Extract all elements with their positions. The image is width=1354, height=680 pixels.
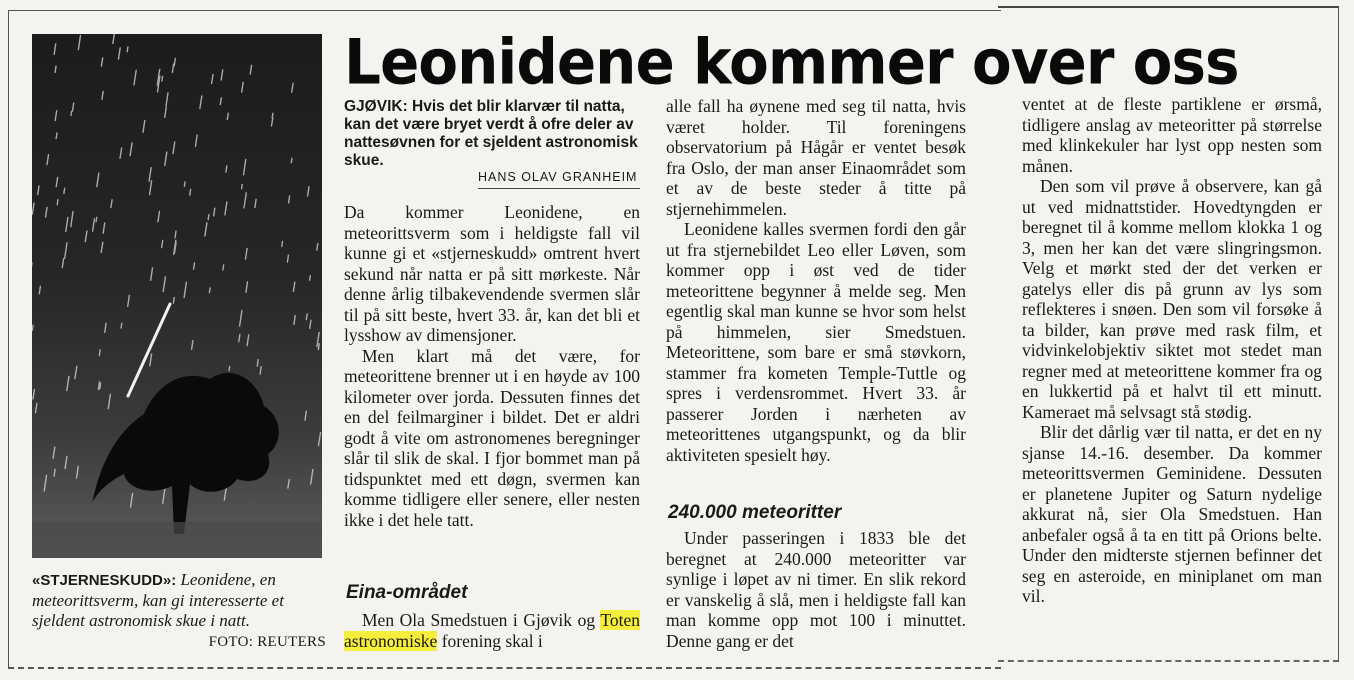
star-streak (55, 66, 56, 72)
star-streak (244, 159, 246, 174)
highlighted-word: astronomiske (344, 630, 438, 651)
star-streak (108, 394, 110, 408)
byline-rule (478, 188, 640, 189)
star-streak (319, 433, 321, 446)
subheading-meteoritter: 240.000 meteoritter (668, 502, 842, 523)
star-streak (113, 34, 114, 43)
star-streak (294, 316, 295, 325)
star-streak (46, 207, 47, 217)
horizon (32, 522, 322, 558)
paragraph: Blir det dårlig vær til natta, er det en ny sjanse 14.-16. desember. Da kommer meteorittsvermen Geminidene. Dessuten er planetene Jupiter og Saturn nydelige akkurat nå, sier Ola Smedstuen. Han anbefaler også å ta en titt på Orions belte. Under den midterste stjernen befinner det seg en asteroide, en miniplanet om man vil. (1022, 422, 1322, 606)
star-streak (220, 98, 221, 105)
star-streak (184, 182, 185, 186)
star-streak (244, 193, 246, 208)
photo-credit: FOTO: REUTERS (208, 634, 326, 650)
star-streak (97, 173, 99, 187)
star-streak (151, 268, 153, 280)
paragraph: Men klart må det være, for meteorittene brenner ut i en høyde av 100 kilometer over jorda. Dessuten finnes det en del feilmarginer i bildet. Det er aldri godt å vite om astronomenes beregninger slår til slik de skal. I fjor bommet man på tidspunktet med ett døgn, svermen kan komme tidligere eller senere, eller nesten ikke i det hele tatt. (344, 345, 640, 530)
star-streak (105, 323, 106, 332)
meteor-photo (32, 34, 322, 558)
star-streak (208, 215, 209, 220)
star-streak (212, 75, 213, 84)
star-streak (173, 298, 174, 303)
star-streak (239, 334, 240, 341)
star-streak (192, 341, 193, 350)
star-streak (120, 148, 122, 158)
star-streak (36, 404, 37, 413)
star-streak (306, 314, 307, 320)
star-streak (272, 118, 273, 126)
ingress: GJØVIK: Hvis det blir klarvær til natta, kan det være bryet verdt å ofre deler av nattesøvnen for et sjeldent astronomisk skue. (344, 98, 638, 169)
star-streak (38, 186, 39, 194)
headline: Leonidene kommer over oss (344, 25, 1239, 99)
star-streak (257, 360, 258, 366)
paragraph: Leonidene kalles svermen fordi den går ut fra stjernebildet Leo eller Løven, som kommer opp i øst ved de tider meteorittene begynner å melde seg. Men egentlig skal man kunne se hvor som helst på himmelen, sier Smedstuen. Meteorittene, som bare er små støvkorn, stammer fra kometen Temple-Tuttle og spres i verdensrommet. Hvert 33. år passerer Jorden i nærheten av meteorittenes utgangspunkt, og da blir aktiviteten spesielt høy. (666, 219, 966, 465)
star-streak (214, 208, 215, 216)
star-streak (163, 277, 165, 292)
star-streak (32, 203, 34, 214)
star-streak (240, 311, 242, 327)
star-streak (54, 469, 55, 476)
star-streak (308, 187, 309, 196)
star-streak (47, 155, 49, 165)
star-streak (226, 166, 227, 172)
paragraph: Da kommer Leonidene, en meteorittsverm som i heldigste fall vil kunne gi et «stjerneskudd» omtrent hvert sekund når natta er på sitt mørkeste. Når denne årlig tilbakevendende svermen slår til på sitt beste, hvert 33. år, kan det bli et lysshow av dimensjoner. (344, 202, 640, 345)
star-streak (246, 282, 248, 292)
star-streak (291, 158, 292, 162)
star-streak (65, 457, 67, 469)
star-streak (172, 64, 173, 72)
star-streak (165, 152, 167, 165)
star-streak (166, 93, 168, 107)
star-streak (150, 181, 152, 195)
star-streak (282, 241, 283, 246)
star-streak (229, 366, 230, 370)
star-streak (205, 223, 207, 236)
star-streak (71, 111, 72, 115)
star-streak (64, 188, 65, 193)
star-streak (162, 241, 163, 248)
star-streak (53, 447, 55, 458)
star-streak (103, 223, 105, 233)
star-streak (111, 200, 112, 208)
star-streak (149, 168, 151, 181)
star-streak (317, 244, 318, 251)
star-streak (242, 83, 243, 93)
star-streak (67, 376, 69, 390)
star-streak (57, 200, 58, 205)
star-streak (71, 212, 73, 227)
star-streak (158, 211, 160, 222)
star-streak (165, 108, 167, 118)
highlighted-word: Toten (600, 610, 640, 630)
star-streak (288, 480, 289, 489)
star-streak (242, 184, 243, 188)
star-streak (150, 354, 152, 366)
star-streak (310, 276, 311, 280)
star-streak (56, 133, 57, 139)
star-streak (227, 113, 228, 119)
caption-text: Leonidene, en meteorittsverm, kan gi interesserte et sjeldent astronomisk skue i natt. (32, 570, 284, 630)
star-streak (93, 219, 95, 231)
star-streak (119, 48, 121, 59)
paragraph: ventet at de fleste partiklene er ørsmå, tidligere anslag av meteoritter på størrelse med klinkekuler har lyst opp nesten som månen. (1022, 94, 1322, 176)
star-streak (33, 390, 34, 399)
star-streak (75, 366, 77, 378)
star-streak (318, 344, 319, 350)
star-streak (272, 113, 273, 117)
star-streak (196, 135, 198, 146)
byline: HANS OLAV GRANHEIM (478, 170, 638, 184)
star-streak (55, 111, 57, 121)
star-streak (128, 296, 130, 307)
star-streak (287, 255, 288, 262)
meteor-photo-graphic (32, 34, 322, 558)
star-streak (250, 65, 251, 74)
article-column-1-continued (344, 610, 640, 651)
star-streak (100, 383, 101, 389)
star-streak (143, 120, 145, 132)
text: Men Ola Smedstuen i Gjøvik og (362, 610, 596, 630)
star-streak (56, 178, 57, 187)
star-streak (289, 196, 290, 203)
star-streak (223, 265, 224, 270)
star-streak (77, 467, 79, 479)
star-streak (200, 96, 202, 109)
star-streak (311, 470, 313, 484)
star-streak (131, 493, 133, 507)
star-streak (62, 259, 63, 268)
star-streak (255, 199, 256, 207)
star-streak (44, 475, 46, 491)
star-streak (305, 411, 306, 420)
star-streak (209, 288, 210, 293)
star-streak (39, 286, 40, 293)
meteor-trail (128, 304, 170, 396)
star-streak (246, 248, 248, 259)
photo-caption (32, 570, 328, 631)
article-column-3 (1022, 94, 1322, 607)
star-streak (163, 489, 165, 504)
star-streak (130, 143, 132, 156)
star-streak (96, 217, 97, 221)
article-column-1 (344, 202, 640, 530)
star-streak (101, 58, 102, 66)
star-streak (134, 70, 136, 85)
star-streak (190, 189, 191, 195)
star-streak (99, 350, 100, 356)
star-streak (260, 367, 261, 374)
star-streak (225, 202, 227, 215)
star-streak (173, 142, 175, 154)
star-streak (127, 47, 128, 52)
subheading-eina: Eina-området (346, 582, 468, 603)
star-streak (194, 263, 195, 269)
paragraph: Den som vil prøve å observere, kan gå ut ved midnattstider. Hovedtyngden er beregnet til å komme mellom klokka 1 og 3, men her kan det være slingringsmon. Velg et mørkt sted der det verken er gatelys eller dis på grunn av lys som reflekteres i snøen. Den som vil forsøke å ta bilder, kan prøve med rask film, et vidvinkelobjektiv siktet mot stedet man regner med at meteorittene kommer fra og en lukkertid på et halvt til ett minutt. Kameraet må selvsagt stå stødig. (1022, 176, 1322, 422)
tree-silhouette (92, 373, 279, 534)
paragraph: alle fall ha øynene med seg til natta, hvis været holder. Til foreningens observatorium på Hågår er ventet besøk fra Oslo, der man anser Einaområdet som et av de beste steder å titte på stjernehimmelen. (666, 96, 966, 219)
star-streak (292, 83, 293, 92)
star-streak (54, 44, 56, 54)
star-streak (73, 103, 74, 111)
star-streak (174, 59, 175, 66)
star-streak (310, 320, 311, 328)
star-streak (221, 70, 223, 80)
paragraph: Under passeringen i 1833 ble det beregnet at 240.000 meteoritter var synlige i løpet av ni timer. En slik rekord er vanskelig å slå, men i heldigste fall kan man komme opp mot 100 i minuttet. Denne gang er det (666, 528, 966, 651)
star-streak (247, 335, 249, 346)
text: forening skal i (441, 630, 543, 651)
star-streak (175, 231, 176, 238)
caption-lead: «STJERNESKUDD»: (32, 572, 177, 589)
star-streak (78, 35, 80, 49)
article-column-2 (666, 96, 966, 465)
star-streak (102, 91, 103, 99)
star-streak (66, 217, 68, 231)
star-streak (101, 242, 103, 252)
star-streak (32, 325, 33, 330)
star-streak (85, 231, 87, 242)
paragraph (344, 610, 640, 651)
star-streak (65, 243, 67, 258)
star-streak (162, 76, 163, 81)
article-column-2-continued (666, 528, 966, 651)
star-streak (121, 323, 122, 328)
star-streak (184, 282, 186, 297)
star-streak (293, 282, 294, 291)
